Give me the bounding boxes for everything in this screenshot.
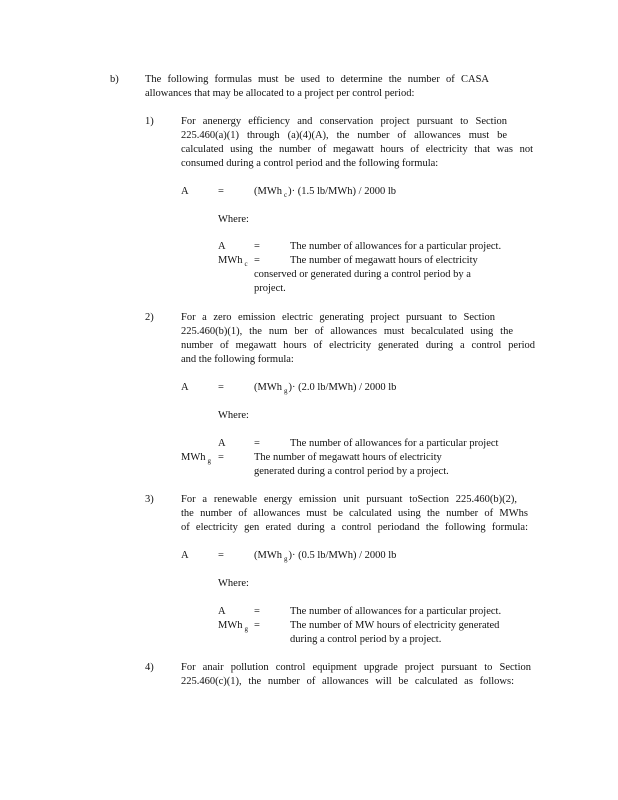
formula-equals: = xyxy=(218,550,224,561)
definition-equals: = xyxy=(254,606,260,617)
item-text-line: For a renewable energy emission unit pursuant toSection 225.460(b)(2), xyxy=(181,494,517,505)
item-number: 3) xyxy=(145,494,154,505)
definition-text: The number of allowances for a particular project xyxy=(290,438,499,449)
definition-text: The number of megawatt hours of electricity generated during a control period by a project. xyxy=(254,452,449,477)
definition-symbol: MWh $_g$ xyxy=(181,452,211,465)
where-label: Where: xyxy=(218,214,249,225)
item-text-line: For a zero emission electric generating project pursuant to Section xyxy=(181,312,495,323)
formula-lhs: A xyxy=(181,186,189,197)
item-text-line: the number of allowances must be calculated using the number of MWhs xyxy=(181,508,528,519)
definition-text: The number of megawatt hours of electricity conserved or generated during a control period by a project. xyxy=(254,255,478,294)
item-text-line: 225.460(a)(1) through (a)(4)(A), the number of allowances must be xyxy=(181,130,507,141)
item-number: 2) xyxy=(145,312,154,323)
formula-lhs: A xyxy=(181,550,189,561)
item-text-line: 225.460(c)(1), the number of allowances will be calculated as follows: xyxy=(181,676,514,687)
formula-rhs: (MWh $_c$)· (1.5 lb/MWh) / 2000 lb xyxy=(254,186,397,199)
definition-equals: = xyxy=(218,452,224,463)
item-text-line: calculated using the number of megawatt hours of electricity that was not xyxy=(181,144,533,155)
definition-symbol: A xyxy=(218,438,226,449)
item-text-line: of electricity gen erated during a control periodand the following formula: xyxy=(181,522,528,533)
item-number: 4) xyxy=(145,662,154,673)
definition-equals: = xyxy=(254,438,260,449)
definition-symbol: MWh $_c$ xyxy=(218,255,248,268)
formula-rhs: (MWh $_g$)· (2.0 lb/MWh) / 2000 lb xyxy=(254,382,397,395)
item-number: 1) xyxy=(145,116,154,127)
section-intro-line: allowances that may be allocated to a project per control period: xyxy=(145,88,415,99)
definition-equals: = xyxy=(254,255,260,266)
definition-equals: = xyxy=(254,241,260,252)
item-text-line: For anair pollution control equipment upgrade project pursuant to Section xyxy=(181,662,531,673)
definition-symbol: A xyxy=(218,606,226,617)
item-text-line: and the following formula: xyxy=(181,354,294,365)
formula-rhs: (MWh $_g$)· (0.5 lb/MWh) / 2000 lb xyxy=(254,550,397,563)
item-text-line: consumed during a control period and the following formula: xyxy=(181,158,439,169)
item-text-line: 225.460(b)(1), the num ber of allowances must becalculated using the xyxy=(181,326,513,337)
definition-text: The number of allowances for a particular project. xyxy=(290,606,502,617)
definition-text: The number of allowances for a particular project. xyxy=(290,241,502,252)
definition-equals: = xyxy=(254,620,260,631)
definition-text: The number of MW hours of electricity generated during a control period by a project. xyxy=(290,620,500,645)
formula-lhs: A xyxy=(181,382,189,393)
item-text-line: For anenergy efficiency and conservation project pursuant to Section xyxy=(181,116,507,127)
section-intro-line: The following formulas must be used to determine the number of CASA xyxy=(145,74,489,85)
formula-equals: = xyxy=(218,186,224,197)
formula-equals: = xyxy=(218,382,224,393)
definition-symbol: A xyxy=(218,241,226,252)
item-text-line: number of megawatt hours of electricity generated during a control period xyxy=(181,340,535,351)
where-label: Where: xyxy=(218,578,249,589)
where-label: Where: xyxy=(218,410,249,421)
definition-symbol: MWh $_g$ xyxy=(218,620,248,633)
section-label: b) xyxy=(110,74,119,85)
